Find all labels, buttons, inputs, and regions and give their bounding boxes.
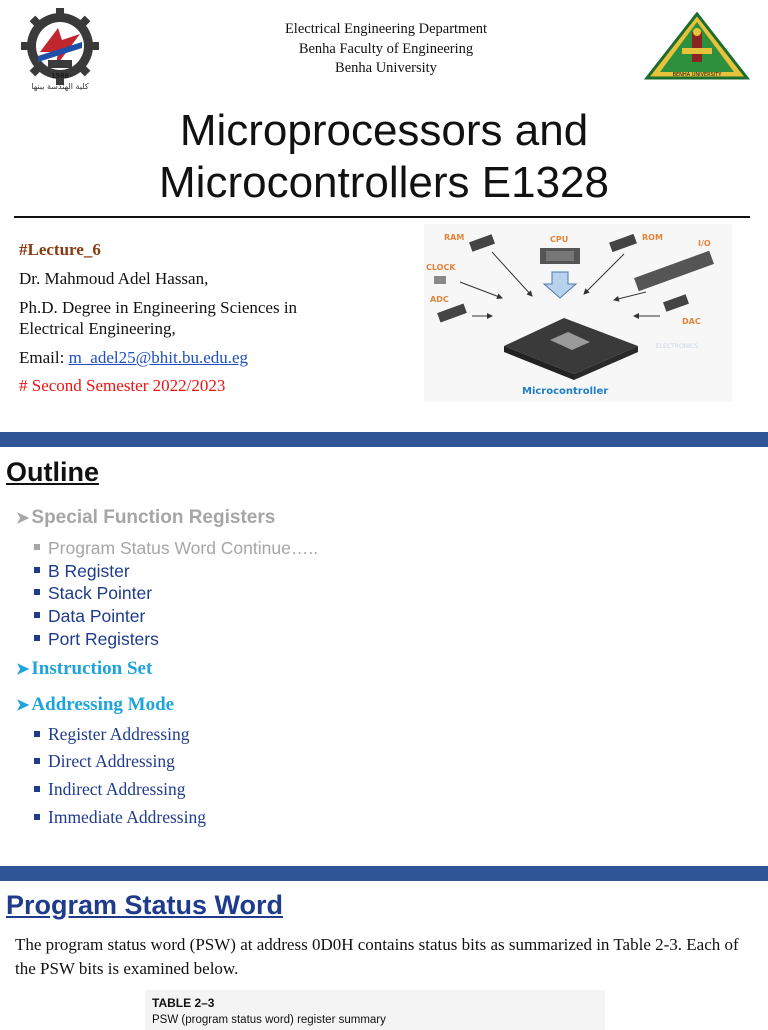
university-logo-icon xyxy=(644,12,750,84)
lecture-number: #Lecture_6 xyxy=(19,240,101,259)
square-bullet-icon xyxy=(34,814,40,820)
outline-heading: Outline xyxy=(6,457,99,487)
clock-chip-icon xyxy=(434,276,446,284)
square-bullet-icon xyxy=(34,567,40,573)
logo-university-text: BENHA UNIVERSITY xyxy=(672,72,722,78)
sfr-subitem-label: Stack Pointer xyxy=(48,583,153,603)
addressing-subitem-label: Direct Addressing xyxy=(48,751,175,771)
table-caption: PSW (program status word) register summary xyxy=(152,1014,386,1026)
outline-item-label: Instruction Set xyxy=(31,658,153,679)
semester-label: # Second Semester 2022/2023 xyxy=(19,376,226,395)
outline-item-instruction-set xyxy=(16,658,152,680)
title-line: Microprocessors and xyxy=(179,106,589,155)
microcontroller-diagram xyxy=(424,224,732,402)
email-line xyxy=(19,347,399,368)
arrow-bullet-icon: ➤ xyxy=(16,510,30,527)
sfr-subitem-label: Port Registers xyxy=(48,629,159,649)
square-bullet-icon xyxy=(34,635,40,641)
psw-paragraph: The program status word (PSW) at address 0D0H contains status bits as summarized in Table 2-3. Each of the PSW bits is examined below. xyxy=(15,935,739,978)
diagram-label-electronics: ELECTRONICS xyxy=(656,343,698,350)
diagram-label-clock: CLOCK xyxy=(426,263,456,272)
addressing-subitem xyxy=(34,751,175,772)
diagram-label-dac: DAC xyxy=(682,317,701,326)
author-name: Dr. Mahmoud Adel Hassan, xyxy=(19,269,209,288)
outline-item-addressing-mode xyxy=(16,694,174,716)
addressing-subitem-label: Indirect Addressing xyxy=(48,779,186,799)
sfr-subitem xyxy=(34,538,318,559)
slide-divider xyxy=(0,432,768,447)
addressing-subitem-label: Immediate Addressing xyxy=(48,807,206,827)
addressing-subitem xyxy=(34,779,186,800)
diagram-label-rom: ROM xyxy=(642,233,663,242)
sfr-subitem xyxy=(34,629,159,650)
outline-item-label: Special Function Registers xyxy=(31,507,276,528)
table-number: TABLE 2–3 xyxy=(152,996,215,1010)
department-header xyxy=(200,20,572,79)
square-bullet-icon xyxy=(34,731,40,737)
author-degree: Ph.D. Degree in Engineering Sciences in Electrical Engineering, xyxy=(19,298,298,338)
dept-line: Benha University xyxy=(335,60,437,76)
sfr-subitem-label: Data Pointer xyxy=(48,606,146,626)
diagram-label-io: I/O xyxy=(698,239,711,248)
title-slide xyxy=(0,0,768,432)
logo-arabic: كلية الهندسة ببنها xyxy=(31,82,89,91)
email-label: Email: xyxy=(19,348,69,367)
square-bullet-icon xyxy=(34,544,40,550)
slide-divider xyxy=(0,866,768,881)
sfr-subitem xyxy=(34,583,152,604)
sfr-subitem-label: B Register xyxy=(48,561,130,581)
cpu-chip-icon xyxy=(540,248,580,264)
course-title xyxy=(60,105,708,209)
email-link[interactable]: m_adel25@bhit.bu.edu.eg xyxy=(68,348,249,367)
dept-line: Electrical Engineering Department xyxy=(284,21,488,37)
diagram-label-adc: ADC xyxy=(430,295,449,304)
addressing-subitem xyxy=(34,807,206,828)
arrow-bullet-icon: ➤ xyxy=(16,697,30,714)
faculty-logo-icon xyxy=(14,8,132,92)
diagram-label-microcontroller: Microcontroller xyxy=(522,386,609,397)
square-bullet-icon xyxy=(34,589,40,595)
addressing-subitem-label: Register Addressing xyxy=(48,724,190,744)
diagram-label-cpu: CPU xyxy=(550,235,569,244)
dept-line: Benha Faculty of Engineering xyxy=(298,40,474,57)
title-divider xyxy=(14,216,750,218)
arrow-bullet-icon: ➤ xyxy=(16,661,30,678)
square-bullet-icon xyxy=(34,786,40,792)
sfr-subitem xyxy=(34,561,130,582)
square-bullet-icon xyxy=(34,612,40,618)
addressing-subitem xyxy=(34,724,189,745)
outline-item-sfr xyxy=(16,507,275,529)
sfr-subitem-label: Program Status Word Continue….. xyxy=(48,538,319,558)
diagram-label-ram: RAM xyxy=(444,233,465,242)
psw-heading: Program Status Word xyxy=(6,890,284,920)
title-line: Microcontrollers E1328 xyxy=(159,158,609,207)
sfr-subitem xyxy=(34,606,145,627)
square-bullet-icon xyxy=(34,758,40,764)
logo-year: 1988 xyxy=(51,72,69,80)
outline-item-label: Addressing Mode xyxy=(31,694,175,715)
